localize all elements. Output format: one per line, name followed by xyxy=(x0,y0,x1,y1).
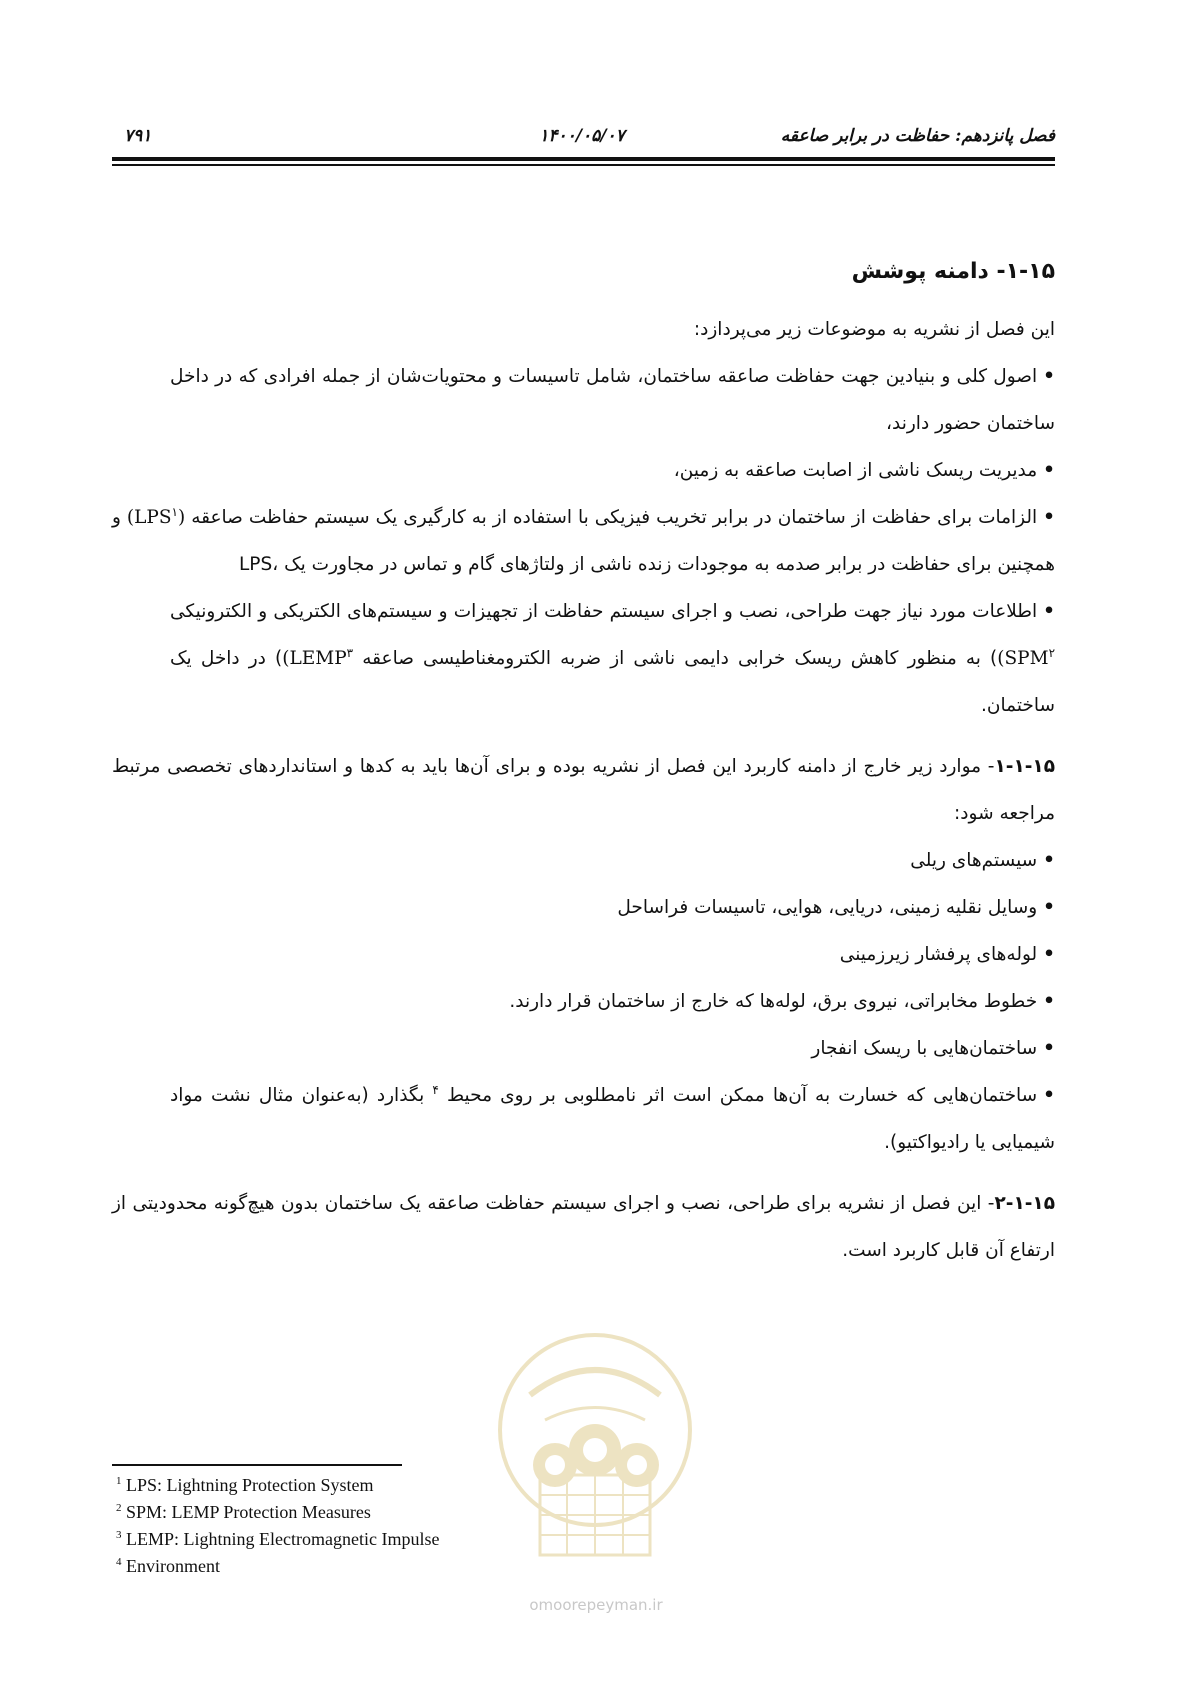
footnote: $^3$ LEMP: Lightning Electromagnetic Impulse xyxy=(116,1529,440,1549)
bullet-icon: • xyxy=(1043,944,1055,965)
bullet-icon: • xyxy=(1043,366,1055,387)
bullet-icon: • xyxy=(1043,460,1055,481)
footnote-rule xyxy=(112,1464,402,1466)
list-item: •خطوط مخابراتی، نیروی برق، لوله‌ها که خارج از ساختمان قرار دارند. xyxy=(509,991,1055,1012)
watermark-caption: omoorepeyman.ir xyxy=(529,1596,663,1614)
bullet-icon: • xyxy=(1043,1038,1055,1059)
footnote-mark[interactable]: ۲ xyxy=(1048,645,1056,660)
footnote-mark[interactable]: ۳ xyxy=(346,645,354,660)
list-item: •لوله‌های پرفشار زیرزمینی xyxy=(839,944,1055,965)
clause-2: ۲-۱-۱۵- این فصل از نشریه برای طراحی، نصب و اجرای سیستم حفاظت صاعقه یک ساختمان بدون هیچ‌گونه محدودیتی از ارتفاع آن قابل کاربرد است. xyxy=(112,1193,1055,1261)
footnote-mark[interactable]: ۴ xyxy=(432,1082,439,1097)
bullet-icon: • xyxy=(1043,850,1055,871)
footnote: $^2$ SPM: LEMP Protection Measures xyxy=(116,1502,371,1522)
chapter-title: فصل پانزدهم: حفاظت در برابر صاعقه xyxy=(780,126,1055,146)
running-header xyxy=(112,126,1055,152)
list-item: •الزامات برای حفاظت از ساختمان در برابر تخریب فیزیکی با استفاده از به کارگیری یک سیستم حفاظت صاعقه (LPS$^۱$) و همچنین برای حفاظت در برابر صدمه به موجودات زنده ناشی از ولتاژهای گام و تماس در مجاورت یک ،LPS xyxy=(112,504,1055,575)
header-date: ۱۴۰۰/۰۵/۰۷ xyxy=(539,126,625,146)
footnote: $^1$ LPS: Lightning Protection System xyxy=(116,1475,374,1495)
clause-number: ۱-۱-۱۵ xyxy=(994,756,1055,777)
exclusion-bullet-list xyxy=(112,837,1055,1166)
section-title: ۱-۱۵- دامنه پوشش xyxy=(851,259,1055,284)
list-item: •ساختمان‌هایی که خسارت به آن‌ها ممکن است اثر نامطلوبی بر روی محیط $^۴$ بگذارد (به‌عنوان مثال نشت مواد شیمیایی یا رادیواکتیو). xyxy=(170,1082,1055,1153)
list-item: •سیستم‌های ریلی xyxy=(910,850,1055,871)
bullet-icon: • xyxy=(1043,507,1055,528)
bullet-icon: • xyxy=(1043,601,1055,622)
list-item: •ساختمان‌هایی با ریسک انفجار xyxy=(811,1038,1055,1059)
footnotes xyxy=(116,1470,616,1578)
list-item: •اطلاعات مورد نیاز جهت طراحی، نصب و اجرای سیستم حفاظت از تجهیزات و سیستم‌های الکتریکی و الکترونیکی (SPM$^۲$) به منظور کاهش ریسک خرابی دایمی ناشی از ضربه الکترومغناطیسی صاعقه (LEMP$^۳$) در داخل یک ساختمان. xyxy=(170,601,1056,716)
bullet-icon: • xyxy=(1043,1085,1055,1106)
footnote-mark[interactable]: ۱ xyxy=(171,504,178,519)
header-rule-thin xyxy=(112,164,1055,166)
main-content xyxy=(112,252,1055,1274)
list-item: •اصول کلی و بنیادین جهت حفاظت صاعقه ساختمان، شامل تاسیسات و محتویات‌شان از جمله افرادی که در داخل ساختمان حضور دارند، xyxy=(170,366,1055,434)
bullet-icon: • xyxy=(1043,897,1055,918)
bullet-icon: • xyxy=(1043,991,1055,1012)
list-item: •مدیریت ریسک ناشی از اصابت صاعقه به زمین، xyxy=(673,460,1055,481)
clause-number: ۲-۱-۱۵ xyxy=(994,1193,1055,1214)
page-number: ۷۹۱ xyxy=(124,126,152,146)
section-intro: این فصل از نشریه به موضوعات زیر می‌پردازد: xyxy=(693,319,1055,340)
footnote: $^4$ Environment xyxy=(116,1556,220,1576)
scope-bullet-list xyxy=(112,353,1055,729)
header-rule-thick xyxy=(112,157,1055,161)
clause-1: ۱-۱-۱۵- موارد زیر خارج از دامنه کاربرد این فصل از نشریه بوده و برای آن‌ها باید به کدها و استانداردهای تخصصی مرتبط مراجعه شود: xyxy=(112,756,1055,824)
list-item: •وسایل نقلیه زمینی، دریایی، هوایی، تاسیسات فراساحل xyxy=(617,897,1055,918)
